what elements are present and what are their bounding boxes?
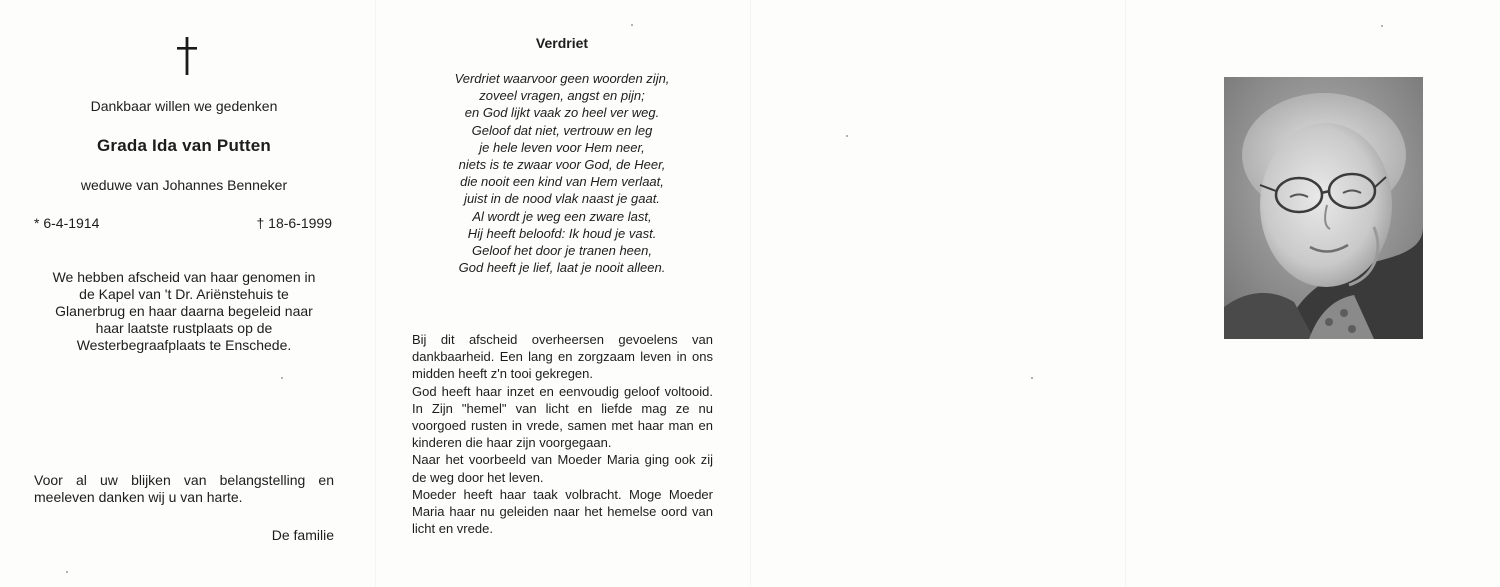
poem	[410, 70, 714, 276]
poem-line: Geloof het door je tranen heen,	[472, 243, 652, 259]
farewell-line: de Kapel van 't Dr. Ariënstehuis te	[79, 286, 289, 302]
deceased-name: Grada Ida van Putten	[96, 136, 272, 155]
poem-line: juist in de nood vlak naast je gaat.	[464, 191, 660, 207]
paragraph: Naar het voorbeeld van Moeder Maria ging ook zij de weg door het leven.	[412, 452, 713, 485]
farewell-line: haar laatste rustplaats op de	[95, 320, 273, 336]
fold-line	[375, 0, 376, 587]
poem-line: Geloof dat niet, vertrouw en leg	[471, 122, 653, 138]
portrait-photo	[1224, 77, 1423, 339]
fold-line	[1125, 0, 1126, 587]
death-date: † 18-6-1999	[256, 215, 332, 231]
paragraph: Bij dit afscheid overheersen gevoelens van dankbaarheid. Een lang en zorgzaam leven in ons midden heeft z'n tooi gekregen.	[412, 332, 713, 382]
paragraph: Moeder heeft haar taak volbracht. Moge Moeder Maria haar nu geleiden naar het hemelse oord van licht en vrede.	[412, 486, 713, 537]
poem-line: God heeft je lief, laat je nooit alleen.	[458, 260, 666, 276]
closing-text	[412, 331, 713, 537]
intro-text: Dankbaar willen we gedenken	[90, 98, 278, 114]
paper-speck	[846, 135, 848, 137]
farewell-line: Westerbegraafplaats te Enschede.	[76, 337, 292, 353]
poem-line: Hij heeft beloofd: Ik houd je vast.	[467, 225, 657, 241]
poem-line: Verdriet waarvoor geen woorden zijn,	[454, 71, 670, 86]
farewell-text	[34, 269, 334, 354]
poem-line: zoveel vragen, angst en pijn;	[479, 88, 645, 104]
poem-line: niets is te zwaar voor God, de Heer,	[458, 157, 666, 173]
paper-speck	[66, 571, 68, 573]
widow-of-text: weduwe van Johannes Benneker	[80, 177, 288, 193]
fold-line	[750, 0, 751, 587]
signature: De familie	[271, 527, 334, 543]
poem-title: Verdriet	[535, 35, 589, 51]
cross-icon	[172, 36, 202, 76]
paper-speck	[1381, 25, 1383, 27]
paper-speck	[1031, 377, 1033, 379]
poem-line: die nooit een kind van Hem verlaat,	[460, 174, 664, 190]
portrait-image	[1224, 77, 1423, 339]
poem-line: je hele leven voor Hem neer,	[479, 139, 645, 155]
paragraph: God heeft haar inzet en eenvoudig geloof voltooid. In Zijn "hemel" van licht en liefde mag ze nu voorgoed rusten in vrede, samen met haar man en kinderen die haar zijn voorgegaan.	[412, 383, 713, 451]
thanks-text: Voor al uw blijken van belangstelling en meeleven danken wij u van harte.	[34, 472, 334, 505]
paper-speck	[631, 24, 633, 26]
birth-date: * 6-4-1914	[34, 215, 100, 231]
paper-speck	[281, 377, 283, 379]
farewell-line: We hebben afscheid van haar genomen in	[52, 269, 316, 285]
poem-line: Al wordt je weg een zware last,	[472, 208, 652, 224]
poem-line: en God lijkt vaak zo heel ver weg.	[464, 105, 660, 121]
farewell-line: Glanerbrug en haar daarna begeleid naar	[55, 303, 313, 319]
